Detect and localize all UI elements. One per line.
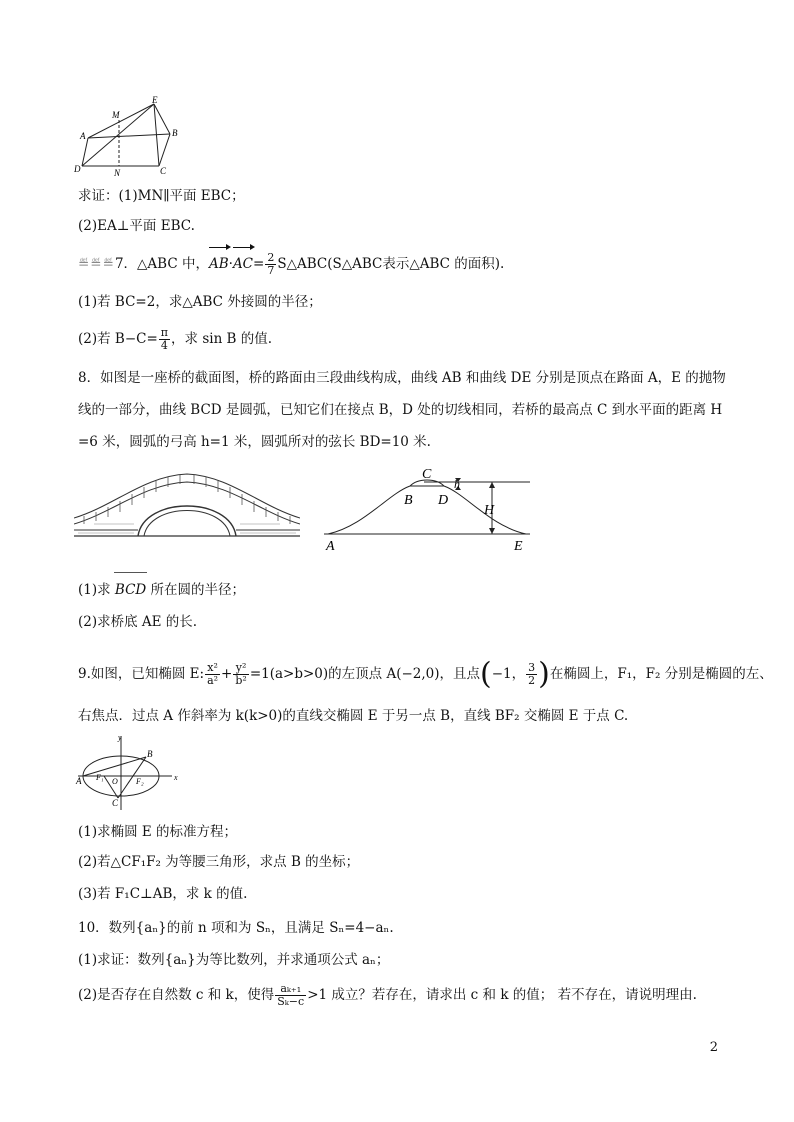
q10-part2 [78, 980, 697, 1010]
diagram-label-A: A [326, 539, 335, 554]
q8-part1-arc: BCD [114, 582, 147, 598]
q7-line [78, 250, 504, 278]
ellipse-label-B: B [147, 749, 153, 759]
label-D: D [74, 164, 81, 174]
diagram-label-H: H [484, 503, 495, 518]
diagram-label-h: h [454, 477, 460, 491]
q7-part2 [78, 324, 272, 354]
q9-line1 [78, 656, 773, 692]
label-C: C [160, 166, 167, 176]
q9-a: 9.如图，已知椭圆 E: [78, 666, 205, 682]
q8-part2: (2)求桥底 AE 的长. [78, 614, 198, 630]
q7-part1: (1)若 BC=2，求△ABC 外接圆的半径； [78, 294, 322, 310]
q9-pt-x: −1， [491, 666, 526, 682]
ellipse-label-x: x [174, 773, 178, 782]
label-M: M [112, 110, 120, 120]
label-A: A [80, 131, 86, 141]
ellipse-label-A: A [76, 776, 82, 786]
bridge-cross-section-diagram [324, 466, 530, 554]
q7-eq: = [253, 256, 265, 272]
q9-f2-num: y² [233, 662, 248, 675]
q7-intro: △ABC 中， [137, 256, 209, 272]
q7-part2-frac-num: π [160, 326, 169, 339]
q9-part2: (2)若△CF₁F₂ 为等腰三角形，求点 B 的坐标； [78, 854, 360, 870]
q9-c: 在椭圆上，F₁，F₂ 分别是椭圆的左、 [549, 666, 773, 682]
q9-bracket-right: ) [538, 656, 550, 692]
label-B: B [172, 128, 178, 138]
q7-part2-a: (2)若 B−C= [78, 331, 158, 347]
q8-line3: =6 米，圆弧的弓高 h=1 米，圆弧所对的弦长 BD=10 米. [78, 434, 431, 450]
q9-f1-den: a² [207, 674, 219, 687]
q7-vector-ac: AC [233, 250, 253, 278]
q10-frac-den: Sₖ−c [277, 995, 305, 1008]
bridge-illustration [74, 472, 300, 538]
q8-part1-b: 所在圆的半径； [150, 582, 246, 598]
label-E: E [152, 96, 158, 105]
q10-part2-b: >1 成立？若存在，请求出 c 和 k 的值； 若不存在，请说明理由. [307, 987, 697, 1003]
q8-part1-a: (1)求 [78, 582, 111, 598]
ellipse-label-C: C [112, 798, 119, 808]
q7-vector-ab: AB [209, 250, 229, 278]
q9-pt-den: 2 [528, 674, 536, 687]
q8-line2: 线的一部分，曲线 BCD 是圆弧，已知它们在接点 B，D 处的切线相同，若桥的最高点 C 到水平面的距离 H [78, 402, 723, 418]
q9-part1: (1)求椭圆 E 的标准方程； [78, 824, 238, 840]
q7-dot: · [228, 256, 233, 272]
q9-part3: (3)若 F₁C⊥AB，求 k 的值. [78, 886, 248, 902]
q9-frac-y [233, 662, 248, 687]
q9-b: =1(a>b>0)的左顶点 A(−2,0)，且点 [249, 666, 481, 682]
q9-line2: 右焦点．过点 A 作斜率为 k(k>0)的直线交椭圆 E 于另一点 B，直线 BF₂ 交椭圆 E 于点 C. [78, 708, 629, 724]
q9-f1-num: x² [205, 662, 220, 675]
page-number: 2 [709, 1040, 718, 1055]
q6-part1: 求证：(1)MN∥平面 EBC； [78, 188, 245, 204]
q10-part1: (1)求证：数列{aₙ}为等比数列，并求通项公式 aₙ； [78, 952, 390, 968]
q9-plus: + [221, 666, 233, 682]
q9-f2-den: b² [235, 674, 247, 687]
q10-line1: 10．数列{aₙ}的前 n 项和为 Sₙ，且满足 Sₙ=4−aₙ. [78, 920, 394, 936]
q10-frac-num: aₖ₊₁ [275, 983, 306, 996]
q6-part2: (2)EA⊥平面 EBC. [78, 218, 195, 234]
ellipse-diagram [74, 732, 184, 810]
q7-part2-fraction [159, 327, 170, 352]
q7-fraction [265, 252, 276, 277]
q9-frac-x [205, 662, 220, 687]
q7-part2-frac-den: 4 [160, 339, 168, 352]
diagram-label-B: B [404, 493, 413, 508]
label-N: N [114, 168, 121, 178]
q7-frac-den: 7 [267, 264, 275, 277]
q9-bracket-left: ( [480, 656, 492, 692]
q7-number: 7． [114, 256, 138, 272]
q8-part1 [78, 580, 245, 600]
diagram-label-D: D [438, 493, 449, 508]
q10-part2-a: (2)是否存在自然数 c 和 k，使得 [78, 987, 275, 1003]
prism-figure [74, 96, 184, 178]
ellipse-label-F1: F₁ [96, 773, 104, 782]
diagram-label-E: E [514, 539, 523, 554]
q7-part2-b: ，求 sin B 的值. [171, 331, 273, 347]
q7-frac-num: 2 [267, 251, 275, 264]
q7-prefix-marks: ≝≝≝ [78, 256, 115, 272]
q10-fraction [275, 983, 306, 1008]
ellipse-label-F2: F₂ [136, 777, 144, 786]
q9-pt-num: 3 [528, 661, 536, 674]
q7-tail: S△ABC(S△ABC表示△ABC 的面积). [277, 256, 505, 272]
q9-pt-frac [526, 662, 537, 687]
ellipse-label-O: O [112, 777, 118, 786]
ellipse-label-y: y [118, 733, 122, 742]
q8-line1: 8．如图是一座桥的截面图，桥的路面由三段曲线构成，曲线 AB 和曲线 DE 分别是顶点在路面 A，E 的抛物 [78, 370, 726, 386]
diagram-label-C: C [422, 467, 432, 482]
